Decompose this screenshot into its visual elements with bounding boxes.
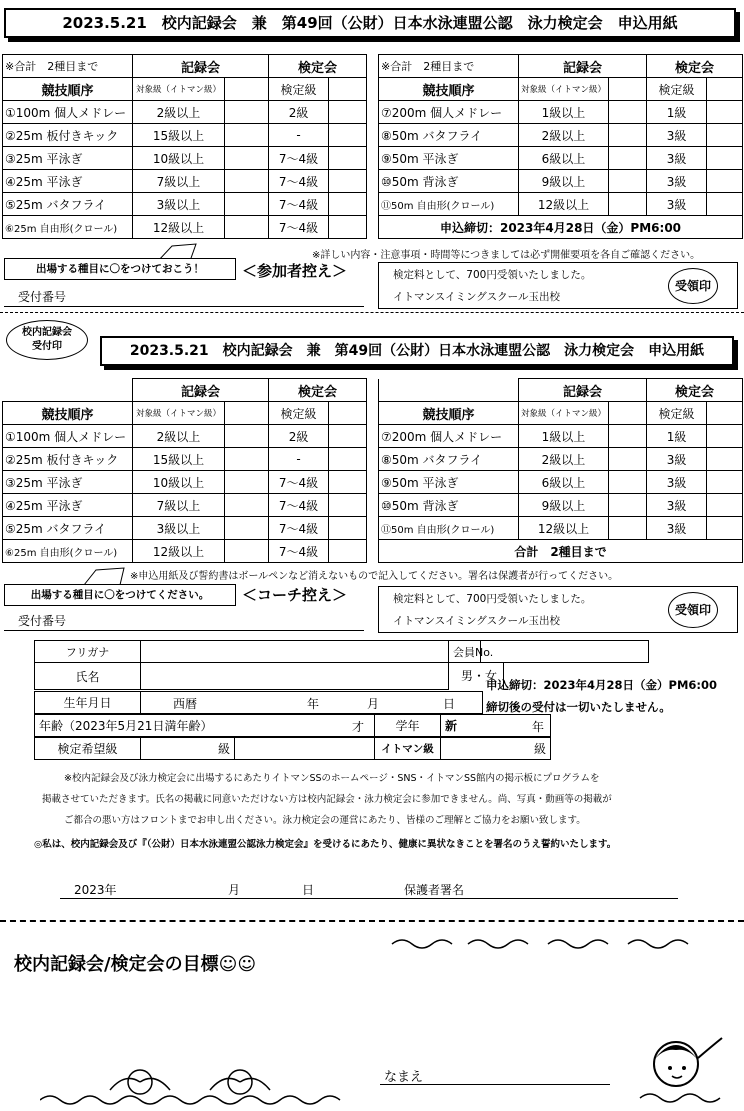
event-row xyxy=(3,170,367,193)
event-name: ⑩50m 背泳ぎ xyxy=(379,170,519,193)
event-level: 10級以上 xyxy=(133,471,225,494)
event-level: 2級以上 xyxy=(519,124,609,147)
event-row xyxy=(379,170,743,193)
event-level: 12級以上 xyxy=(133,216,225,239)
event-grade: 3級 xyxy=(647,494,707,517)
kentei-header: 検定会 xyxy=(269,379,367,402)
signature-year: 2023年 xyxy=(74,883,117,897)
event-row xyxy=(3,471,367,494)
swimmers-icon xyxy=(40,1060,360,1106)
event-name: ⑥25m 自由形(クロール) xyxy=(3,540,133,563)
receipt-line1: 検定料として、700円受領いたしました。 xyxy=(393,593,592,605)
event-level: 9級以上 xyxy=(519,494,609,517)
kyu-suffix: 級 xyxy=(533,742,546,756)
signature-line xyxy=(60,898,678,899)
reception-number-line xyxy=(4,630,364,631)
consent-line3: ご都合の悪い方はフロントまでお申し出ください。泳力検定会の運営にあたり、皆様のご理解とご協力をお願い致します。 xyxy=(64,815,586,826)
kentei-header: 検定会 xyxy=(269,55,367,78)
event-grade: 7～4級 xyxy=(269,170,329,193)
event-grade: 2級 xyxy=(269,101,329,124)
record-checkbox[interactable] xyxy=(609,494,647,517)
event-name: ①100m 個人メドレー xyxy=(3,101,133,124)
event-grade: 3級 xyxy=(647,193,707,216)
record-checkbox[interactable] xyxy=(225,124,269,147)
event-row xyxy=(379,517,743,540)
deadline-note: 締切後の受付は一切いたしません。 xyxy=(486,700,671,714)
goal-title: 校内記録会/検定会の目標☺☺ xyxy=(14,954,257,975)
event-row xyxy=(3,425,367,448)
birthday-label: 生年月日 xyxy=(35,692,141,714)
event-row xyxy=(3,193,367,216)
record-checkbox[interactable] xyxy=(609,517,647,540)
month-label: 月 xyxy=(367,697,380,711)
receipt-line2: イトマンスイミングスクール玉出校 xyxy=(393,615,560,627)
grade-header: 検定級 xyxy=(269,78,329,101)
deadline: 申込締切：2023年4月28日（金）PM6:00 xyxy=(486,678,717,692)
event-name: ⑦200m 個人メドレー xyxy=(379,101,519,124)
event-row xyxy=(3,494,367,517)
record-check-header xyxy=(609,402,647,425)
event-row xyxy=(3,448,367,471)
grade-header: 検定級 xyxy=(647,78,707,101)
member-no-label: 会員No. xyxy=(449,641,481,663)
event-name: ⑪50m 自由形(クロール) xyxy=(379,517,519,540)
order-header: 競技順序 xyxy=(379,78,519,101)
coach-callout: 出場する種目に〇をつけてください。 xyxy=(4,584,236,606)
total-note: 合計 2種目まで xyxy=(379,540,743,563)
event-level: 7級以上 xyxy=(133,494,225,517)
kentei-checkbox[interactable] xyxy=(329,425,367,448)
kentei-checkbox[interactable] xyxy=(329,124,367,147)
kentei-checkbox[interactable] xyxy=(707,425,743,448)
total-note: ※合計 2種目まで xyxy=(379,55,519,78)
event-grade: 7～4級 xyxy=(269,494,329,517)
kentei-kyu-label: 検定希望級 xyxy=(35,738,141,760)
event-grade: 3級 xyxy=(647,517,707,540)
event-grade: - xyxy=(269,448,329,471)
kentei-checkbox[interactable] xyxy=(329,471,367,494)
event-name: ⑨50m 平泳ぎ xyxy=(379,471,519,494)
event-level: 15級以上 xyxy=(133,448,225,471)
kentei-checkbox[interactable] xyxy=(707,124,743,147)
name-label: なまえ xyxy=(384,1070,424,1085)
receipt-line1: 検定料として、700円受領いたしました。 xyxy=(393,269,592,281)
event-grade: 1級 xyxy=(647,101,707,124)
coach-events-left-table xyxy=(2,378,367,563)
year-label: 年 xyxy=(307,697,320,711)
event-row xyxy=(3,101,367,124)
kentei-checkbox[interactable] xyxy=(707,494,743,517)
itoman-kyu-input[interactable] xyxy=(441,738,551,760)
event-grade: 3級 xyxy=(647,147,707,170)
reception-number-label: 受付番号 xyxy=(18,290,67,304)
event-name: ④25m 平泳ぎ xyxy=(3,170,133,193)
wave-decoration-icon xyxy=(388,928,728,952)
event-row xyxy=(379,448,743,471)
kentei-checkbox[interactable] xyxy=(329,448,367,471)
age-label: 年齢（2023年5月21日満年齢） xyxy=(39,719,213,733)
event-level: 10級以上 xyxy=(133,147,225,170)
kentei-check-header xyxy=(329,78,367,101)
reception-number-label: 受付番号 xyxy=(18,614,67,628)
kentei-checkbox[interactable] xyxy=(329,101,367,124)
event-grade: 7～4級 xyxy=(269,471,329,494)
receipt-line2: イトマンスイミングスクール玉出校 xyxy=(393,291,560,303)
callout-tail xyxy=(80,566,130,586)
record-checkbox[interactable] xyxy=(225,170,269,193)
event-level: 7級以上 xyxy=(133,170,225,193)
record-checkbox[interactable] xyxy=(225,517,269,540)
record-checkbox[interactable] xyxy=(225,147,269,170)
event-grade: 3級 xyxy=(647,170,707,193)
event-name: ⑥25m 自由形(クロール) xyxy=(3,216,133,239)
gender-options[interactable]: 男・女 xyxy=(449,663,504,689)
guardian-signature-label: 保護者署名 xyxy=(404,883,465,897)
kentei-checkbox[interactable] xyxy=(329,170,367,193)
kentei-check-header xyxy=(329,402,367,425)
event-level: 12級以上 xyxy=(133,540,225,563)
new-label: 新 xyxy=(445,719,458,733)
event-row xyxy=(3,517,367,540)
event-grade: 7～4級 xyxy=(269,147,329,170)
event-name: ⑧50m バタフライ xyxy=(379,448,519,471)
order-header: 競技順序 xyxy=(3,78,133,101)
record-checkbox[interactable] xyxy=(609,448,647,471)
age-cell[interactable] xyxy=(35,715,375,737)
event-grade: 7～4級 xyxy=(269,216,329,239)
event-level: 2級以上 xyxy=(133,101,225,124)
event-row xyxy=(379,471,743,494)
blank-corner xyxy=(3,379,133,402)
event-row xyxy=(379,425,743,448)
record-checkbox[interactable] xyxy=(225,471,269,494)
event-grade: 7～4級 xyxy=(269,193,329,216)
pledge: ◎私は、校内記録会及び『（公財）日本水泳連盟公認泳力検定会』を受けるにあたり、健康に異状なきことを署名のうえ誓約いたします。 xyxy=(34,839,617,850)
event-row xyxy=(379,124,743,147)
birthday-input[interactable] xyxy=(141,692,483,714)
level-header: 対象級（イトマン級） xyxy=(519,78,609,101)
record-header: 記録会 xyxy=(519,379,647,402)
blank-corner xyxy=(379,379,519,402)
kentei-checkbox[interactable] xyxy=(329,540,367,563)
seireki-label: 西暦 xyxy=(173,697,198,711)
school-stamp: 校内記録会 受付印 xyxy=(6,320,88,360)
kentei-checkbox[interactable] xyxy=(707,101,743,124)
event-row xyxy=(379,147,743,170)
coach-events-right-table xyxy=(378,378,743,563)
event-grade: 2級 xyxy=(269,425,329,448)
event-name: ①100m 個人メドレー xyxy=(3,425,133,448)
signature-day: 日 xyxy=(302,883,315,897)
event-row xyxy=(379,101,743,124)
kentei-checkbox[interactable] xyxy=(329,216,367,239)
total-note: ※合計 2種目まで xyxy=(3,55,133,78)
coach-page-title: 2023.5.21 校内記録会 兼 第49回（公財）日本水泳連盟公認 泳力検定会 申込用紙 xyxy=(100,336,734,366)
event-row xyxy=(3,540,367,563)
event-level: 2級以上 xyxy=(519,448,609,471)
event-name: ②25m 板付きキック xyxy=(3,448,133,471)
event-level: 6級以上 xyxy=(519,471,609,494)
kyu-suffix: 級 xyxy=(217,742,230,756)
record-checkbox[interactable] xyxy=(609,425,647,448)
record-checkbox[interactable] xyxy=(225,448,269,471)
participant-events-right-table xyxy=(378,54,743,239)
event-name: ④25m 平泳ぎ xyxy=(3,494,133,517)
event-grade: 3級 xyxy=(647,471,707,494)
deadline: 申込締切：2023年4月28日（金）PM6:00 xyxy=(379,216,743,239)
event-grade: - xyxy=(269,124,329,147)
record-checkbox[interactable] xyxy=(225,216,269,239)
kentei-kyu-input[interactable] xyxy=(141,738,235,760)
event-level: 12級以上 xyxy=(519,517,609,540)
event-name: ③25m 平泳ぎ xyxy=(3,147,133,170)
event-level: 1級以上 xyxy=(519,101,609,124)
reception-number-line xyxy=(4,306,364,307)
record-check-header xyxy=(609,78,647,101)
kentei-checkbox[interactable] xyxy=(707,517,743,540)
goal-name-line[interactable] xyxy=(380,1084,610,1085)
record-checkbox[interactable] xyxy=(609,471,647,494)
event-row xyxy=(3,147,367,170)
participant-copy-label: ＜参加者控え＞ xyxy=(242,262,348,280)
event-level: 9級以上 xyxy=(519,170,609,193)
kentei-checkbox[interactable] xyxy=(707,448,743,471)
event-row xyxy=(3,216,367,239)
event-level: 3級以上 xyxy=(133,517,225,540)
event-name: ⑪50m 自由形(クロール) xyxy=(379,193,519,216)
event-name: ⑩50m 背泳ぎ xyxy=(379,494,519,517)
kentei-header: 検定会 xyxy=(647,55,743,78)
event-row xyxy=(3,124,367,147)
event-row xyxy=(379,193,743,216)
level-header: 対象級（イトマン級） xyxy=(133,78,225,101)
event-grade: 1級 xyxy=(647,425,707,448)
event-level: 2級以上 xyxy=(133,425,225,448)
kentei-row xyxy=(34,737,551,760)
grade-header: 検定級 xyxy=(269,402,329,425)
event-name: ⑦200m 個人メドレー xyxy=(379,425,519,448)
participant-callout: 出場する種目に〇をつけておこう！ xyxy=(4,258,236,280)
kentei-checkbox[interactable] xyxy=(329,494,367,517)
event-grade: 7～4級 xyxy=(269,540,329,563)
personal-info-form-lower xyxy=(34,691,483,714)
record-checkbox[interactable] xyxy=(609,193,647,216)
level-header: 対象級（イトマン級） xyxy=(519,402,609,425)
record-check-header xyxy=(225,78,269,101)
receipt-stamp: 受領印 xyxy=(668,268,718,304)
kentei-checkbox[interactable] xyxy=(707,193,743,216)
record-checkbox[interactable] xyxy=(225,101,269,124)
school-year-suffix: 年 xyxy=(531,720,544,734)
furigana-input[interactable] xyxy=(141,641,449,663)
record-checkbox[interactable] xyxy=(609,124,647,147)
kentei-checkbox[interactable] xyxy=(707,170,743,193)
kentei-checkbox[interactable] xyxy=(329,147,367,170)
event-level: 3級以上 xyxy=(133,193,225,216)
order-header: 競技順序 xyxy=(3,402,133,425)
pen-note: ※申込用紙及び誓約書はボールペンなど消えないもので記入してください。署名は保護者が行ってください。 xyxy=(130,571,619,582)
record-header: 記録会 xyxy=(133,379,269,402)
record-checkbox[interactable] xyxy=(609,101,647,124)
kentei-checkbox[interactable] xyxy=(329,193,367,216)
event-name: ⑤25m バタフライ xyxy=(3,193,133,216)
consent-line1: ※校内記録会及び泳力検定会に出場するにあたりイトマンSSのホームページ・SNS・イトマンSS館内の掲示板にプログラムを xyxy=(64,773,600,784)
consent-line2: 掲載させていただきます。氏名の掲載に同意いただけない方は校内記録会・泳力検定会に参加できません。尚、写真・動画等の掲載が xyxy=(42,794,612,805)
signature-month: 月 xyxy=(228,883,241,897)
swimmer-kid-icon xyxy=(630,1024,730,1104)
event-grade: 3級 xyxy=(647,448,707,471)
details-note: ※詳しい内容・注意事項・時間等につきましては必ず開催要項を各自ご確認ください。 xyxy=(312,250,701,261)
itoman-kyu-label: イトマン級 xyxy=(375,738,441,760)
record-header: 記録会 xyxy=(519,55,647,78)
event-name: ⑤25m バタフライ xyxy=(3,517,133,540)
school-year-label: 学年 xyxy=(375,715,441,737)
member-no-input[interactable] xyxy=(481,641,649,663)
coach-copy-label: ＜コーチ控え＞ xyxy=(242,586,348,604)
participant-events-left-table xyxy=(2,54,367,239)
event-level: 15級以上 xyxy=(133,124,225,147)
kentei-check-header xyxy=(707,78,743,101)
sai-label: 才 xyxy=(351,720,364,734)
event-level: 1級以上 xyxy=(519,425,609,448)
grade-header: 検定級 xyxy=(647,402,707,425)
record-header: 記録会 xyxy=(133,55,269,78)
day-label: 日 xyxy=(443,697,456,711)
record-checkbox[interactable] xyxy=(225,425,269,448)
name-input[interactable] xyxy=(141,663,449,690)
receipt-stamp: 受領印 xyxy=(668,592,718,628)
age-row xyxy=(34,714,551,737)
event-row xyxy=(379,494,743,517)
cut-line xyxy=(0,312,744,313)
furigana-label: フリガナ xyxy=(35,641,141,663)
event-level: 12級以上 xyxy=(519,193,609,216)
kentei-check-header xyxy=(707,402,743,425)
event-name: ②25m 板付きキック xyxy=(3,124,133,147)
record-checkbox[interactable] xyxy=(609,147,647,170)
event-name: ③25m 平泳ぎ xyxy=(3,471,133,494)
event-level: 6級以上 xyxy=(519,147,609,170)
page-title: 2023.5.21 校内記録会 兼 第49回（公財）日本水泳連盟公認 泳力検定会 申込用紙 xyxy=(4,8,736,38)
event-name: ⑨50m 平泳ぎ xyxy=(379,147,519,170)
kentei-kyu-extra[interactable] xyxy=(235,738,375,760)
record-checkbox[interactable] xyxy=(225,494,269,517)
kentei-header: 検定会 xyxy=(647,379,743,402)
cut-line xyxy=(0,920,744,922)
record-checkbox[interactable] xyxy=(225,193,269,216)
name-label: 氏名 xyxy=(35,663,141,690)
event-name: ⑧50m バタフライ xyxy=(379,124,519,147)
record-check-header xyxy=(225,402,269,425)
record-checkbox[interactable] xyxy=(609,170,647,193)
level-header: 対象級（イトマン級） xyxy=(133,402,225,425)
school-year-input[interactable] xyxy=(441,715,551,737)
kentei-checkbox[interactable] xyxy=(707,147,743,170)
kentei-checkbox[interactable] xyxy=(329,517,367,540)
event-grade: 3級 xyxy=(647,124,707,147)
event-grade: 7～4級 xyxy=(269,517,329,540)
record-checkbox[interactable] xyxy=(225,540,269,563)
kentei-checkbox[interactable] xyxy=(707,471,743,494)
order-header: 競技順序 xyxy=(379,402,519,425)
